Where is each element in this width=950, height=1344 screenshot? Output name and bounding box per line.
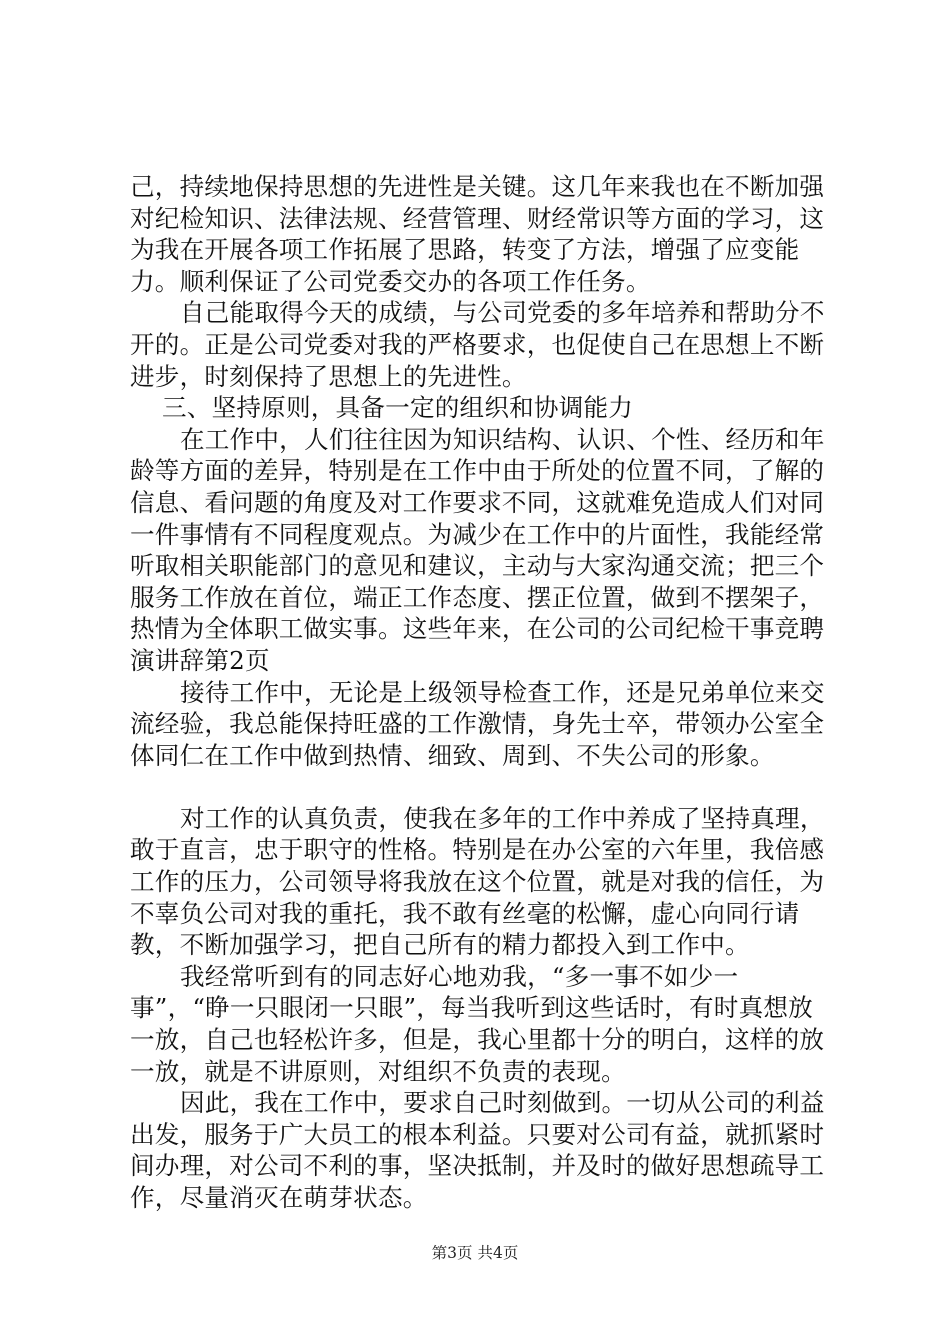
paragraph: 对工作的认真负责，使我在多年的工作中养成了坚持真理，敢于直言，忠于职守的性格。特别是在办公室的六年里，我倍感工作的压力，公司领导将我放在这个位置，就是对我的信任，为不辜负公司对我的重托，我不敢有丝毫的松懈，虚心向同行请教，不断加强学习，把自己所有的精力都投入到工作中。 bbox=[130, 803, 825, 960]
paragraph: 自己能取得今天的成绩，与公司党委的多年培养和帮助分不开的。正是公司党委对我的严格要求，也促使自己在思想上不断进步，时刻保持了思想上的先进性。 bbox=[130, 298, 825, 391]
paragraph: 因此，我在工作中，要求自己时刻做到。一切从公司的利益出发，服务于广大员工的根本利益。只要对公司有益，就抓紧时间办理，对公司不利的事，坚决抵制，并及时的做好思想疏导工作，尽量消灭在萌芽状态。 bbox=[130, 1088, 825, 1212]
paragraph: 在工作中，人们往往因为知识结构、认识、个性、经历和年龄等方面的差异，特别是在工作中由于所处的位置不同，了解的信息、看问题的角度及对工作要求不同，这就难免造成人们对同一件事情有不同程度观点。为减少在工作中的片面性，我能经常听取相关职能部门的意见和建议，主动与大家沟通交流；把三个服务工作放在首位，端正工作态度、摆正位置，做到不摆架子，热情为全体职工做实事。这些年来，在公司的公司纪检干事竞聘演讲辞第2页 bbox=[130, 424, 825, 675]
paragraph: 接待工作中，无论是上级领导检查工作，还是兄弟单位来交流经验，我总能保持旺盛的工作激情，身先士卒，带领办公室全体同仁在工作中做到热情、细致、周到、不失公司的形象。 bbox=[130, 677, 825, 770]
blank-line bbox=[130, 771, 830, 803]
section-heading: 三、坚持原则，具备一定的组织和协调能力 bbox=[162, 393, 634, 423]
paragraph: 我经常听到有的同志好心地劝我，“多一事不如少一事”，“睁一只眼闭一只眼”，每当我听到这些话时，有时真想放一放，自己也轻松许多，但是，我心里都十分的明白，这样的放一放，就是不讲原则，对组织不负责的表现。 bbox=[130, 961, 825, 1086]
paragraph-continuation: 己，持续地保持思想的先进性是关键。这几年来我也在不断加强对纪检知识、法律法规、经营管理、财经常识等方面的学习，这为我在开展各项工作拓展了思路，转变了方法，增强了应变能力。顺利保证了公司党委交办的各项工作任务。 bbox=[130, 172, 825, 296]
body-text bbox=[130, 171, 830, 1214]
page-footer: 第3页 共4页 bbox=[431, 1244, 519, 1262]
